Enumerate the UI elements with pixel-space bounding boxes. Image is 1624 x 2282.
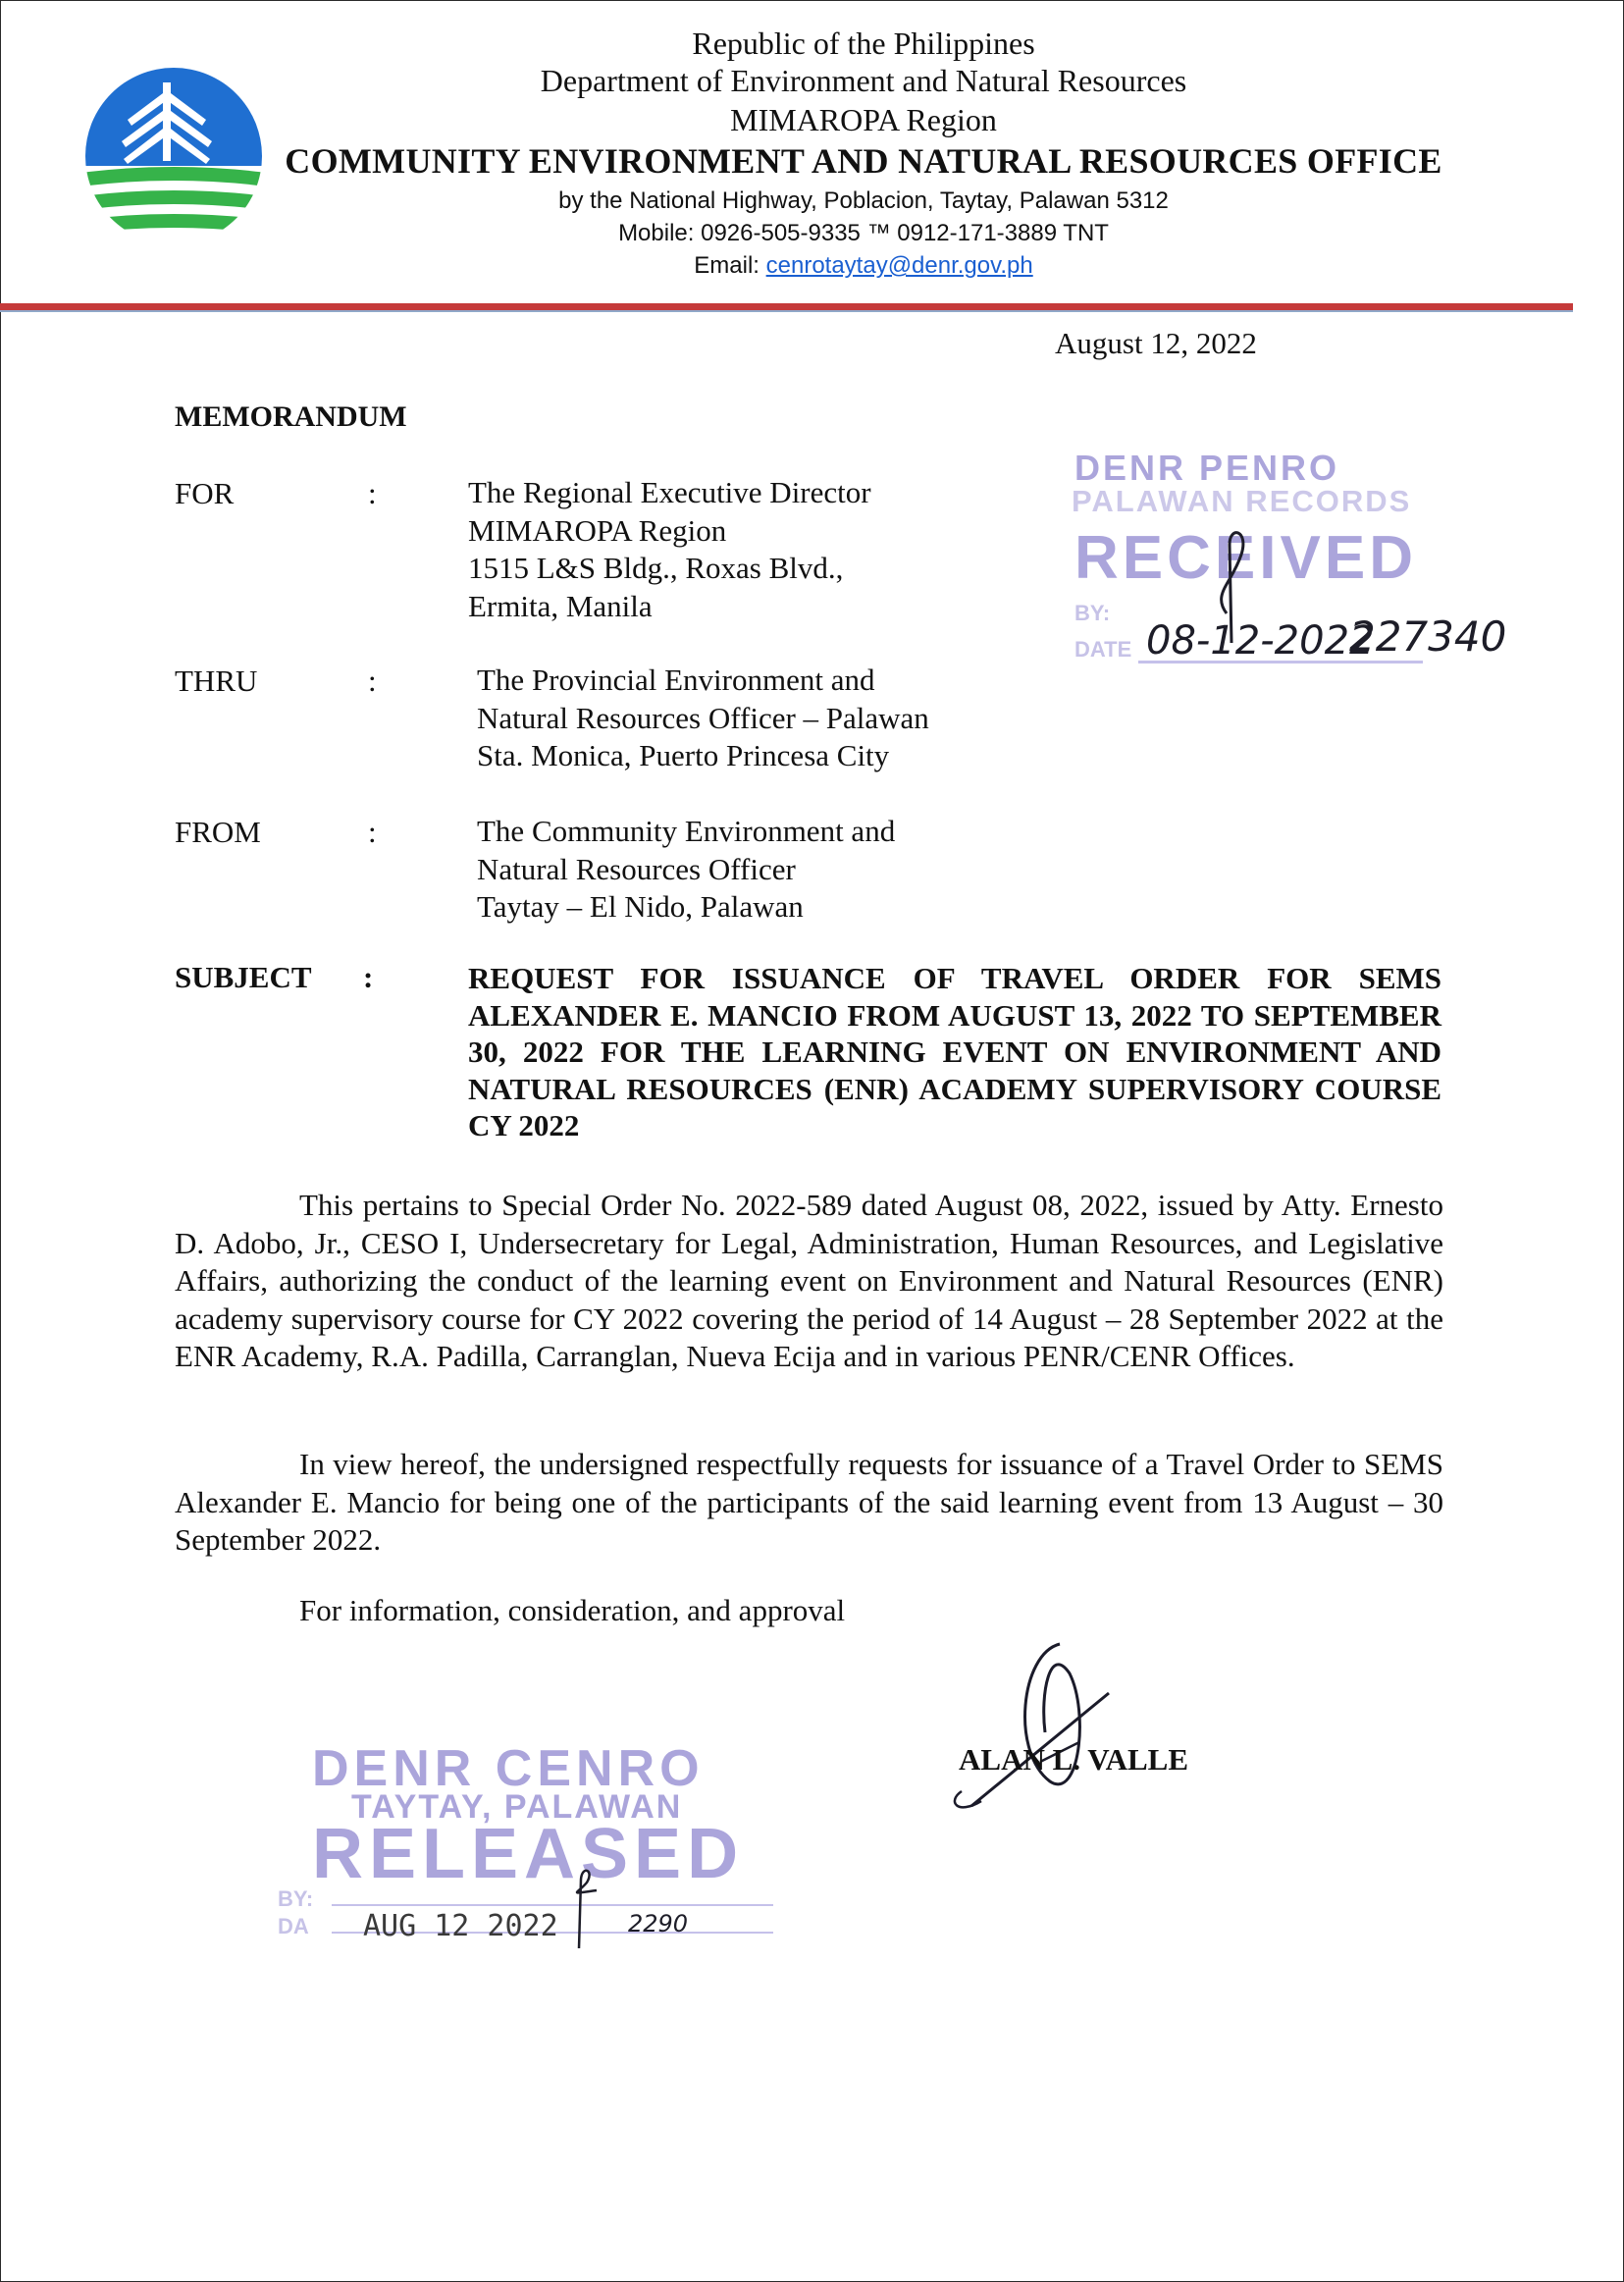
- released-stamp-line3: RELEASED: [312, 1815, 745, 1893]
- letterhead-region: MIMAROPA Region: [730, 102, 997, 137]
- thru-label: THRU: [175, 663, 258, 698]
- released-initial-icon: [557, 1865, 606, 1953]
- subject-label: SUBJECT: [175, 960, 312, 994]
- from-line: Natural Resources Officer: [477, 851, 796, 886]
- header-divider: [0, 303, 1573, 310]
- email-label: Email:: [694, 252, 766, 279]
- thru-line: Natural Resources Officer – Palawan: [477, 700, 929, 735]
- released-stamp-by: BY:: [278, 1886, 314, 1911]
- memo-date: August 12, 2022: [1055, 326, 1257, 360]
- letterhead-republic: Republic of the Philippines: [692, 26, 1035, 61]
- for-line: 1515 L&S Bldg., Roxas Blvd.,: [468, 551, 844, 585]
- received-stamp-line1: DENR PENRO: [1074, 448, 1340, 488]
- letterhead-address: by the National Highway, Poblacion, Taytay, Palawan 5312: [558, 187, 1169, 214]
- released-stamp-line2: TAYTAY, PALAWAN: [351, 1788, 683, 1826]
- for-line: Ermita, Manila: [468, 588, 653, 623]
- letterhead-department: Department of Environment and Natural Resources: [540, 63, 1187, 98]
- from-line: Taytay – El Nido, Palawan: [477, 889, 804, 924]
- thru-colon: :: [368, 663, 377, 698]
- from-sender: [477, 813, 895, 927]
- received-handwritten-time: 227340: [1349, 612, 1507, 661]
- received-stamp-by: BY:: [1074, 601, 1111, 625]
- closing-line: For information, consideration, and approval: [299, 1593, 846, 1627]
- for-recipient: [468, 474, 871, 625]
- body-paragraph-1: This pertains to Special Order No. 2022-589 dated August 08, 2022, issued by Atty. Ernesto D. Adobo, Jr., CESO I, Undersecretary for Legal, Administration, Human Resources, and Legislative Affairs, authorizing the conduct of the learning event on Environment and Natural Resources (ENR) academy supervisory course for CY 2022 covering the period of 14 August – 28 September 2022 at the ENR Academy, R.A. Padilla, Carranglan, Nueva Ecija and in various PENR/CENR Offices.: [175, 1188, 1443, 1373]
- from-colon: :: [368, 815, 377, 849]
- received-handwritten-date: 08-12-2022: [1146, 618, 1375, 663]
- for-colon: :: [368, 476, 377, 510]
- for-line: MIMAROPA Region: [468, 512, 727, 548]
- email-link[interactable]: cenrotaytay@denr.gov.ph: [765, 252, 1033, 279]
- received-stamp-line3: RECEIVED: [1074, 524, 1417, 592]
- signatory-name: ALAN L. VALLE: [959, 1742, 1189, 1777]
- released-stamp-date-label: DA: [278, 1914, 309, 1938]
- released-stamp-rule-1: [332, 1904, 773, 1906]
- letterhead-mobile: Mobile: 0926-505-9335 ™ 0912-171-3889 TNT: [618, 220, 1109, 246]
- memo-title: MEMORANDUM: [175, 400, 407, 433]
- for-line: The Regional Executive Director: [468, 475, 871, 509]
- signature-icon: [942, 1634, 1138, 1821]
- letterhead-email: [285, 253, 1442, 278]
- released-stamp-line1: DENR CENRO: [312, 1740, 705, 1797]
- received-stamp-date-label: DATE: [1074, 637, 1132, 662]
- letterhead-office: COMMUNITY ENVIRONMENT AND NATURAL RESOURCES OFFICE: [285, 141, 1442, 181]
- thru-line: The Provincial Environment and: [477, 663, 875, 697]
- denr-logo-icon: [80, 63, 267, 249]
- released-handwritten-time: 2290: [628, 1910, 689, 1937]
- thru-line: Sta. Monica, Puerto Princesa City: [477, 738, 890, 772]
- released-stamp-date: AUG 12 2022: [363, 1909, 558, 1943]
- subject-colon: :: [363, 960, 374, 994]
- for-label: FOR: [175, 476, 235, 510]
- body-paragraph-2: In view hereof, the undersigned respectfully requests for issuance of a Travel Order to SEMS Alexander E. Mancio for being one of the participants of the said learning event from 13 August – 30 September 2022.: [175, 1447, 1443, 1557]
- subject-text: REQUEST FOR ISSUANCE OF TRAVEL ORDER FOR SEMS ALEXANDER E. MANCIO FROM AUGUST 13, 2022 TO SEPTEMBER 30, 2022 FOR THE LEARNING EVENT ON ENVIRONMENT AND NATURAL RESOURCES (ENR) ACADEMY SUPERVISORY COURSE CY 2022: [468, 961, 1441, 1142]
- from-line: The Community Environment and: [477, 814, 896, 848]
- from-label: FROM: [175, 815, 261, 849]
- header-divider-shadow: [0, 310, 1573, 312]
- thru-recipient: [477, 662, 929, 775]
- received-stamp-line2: PALAWAN RECORDS: [1072, 484, 1412, 518]
